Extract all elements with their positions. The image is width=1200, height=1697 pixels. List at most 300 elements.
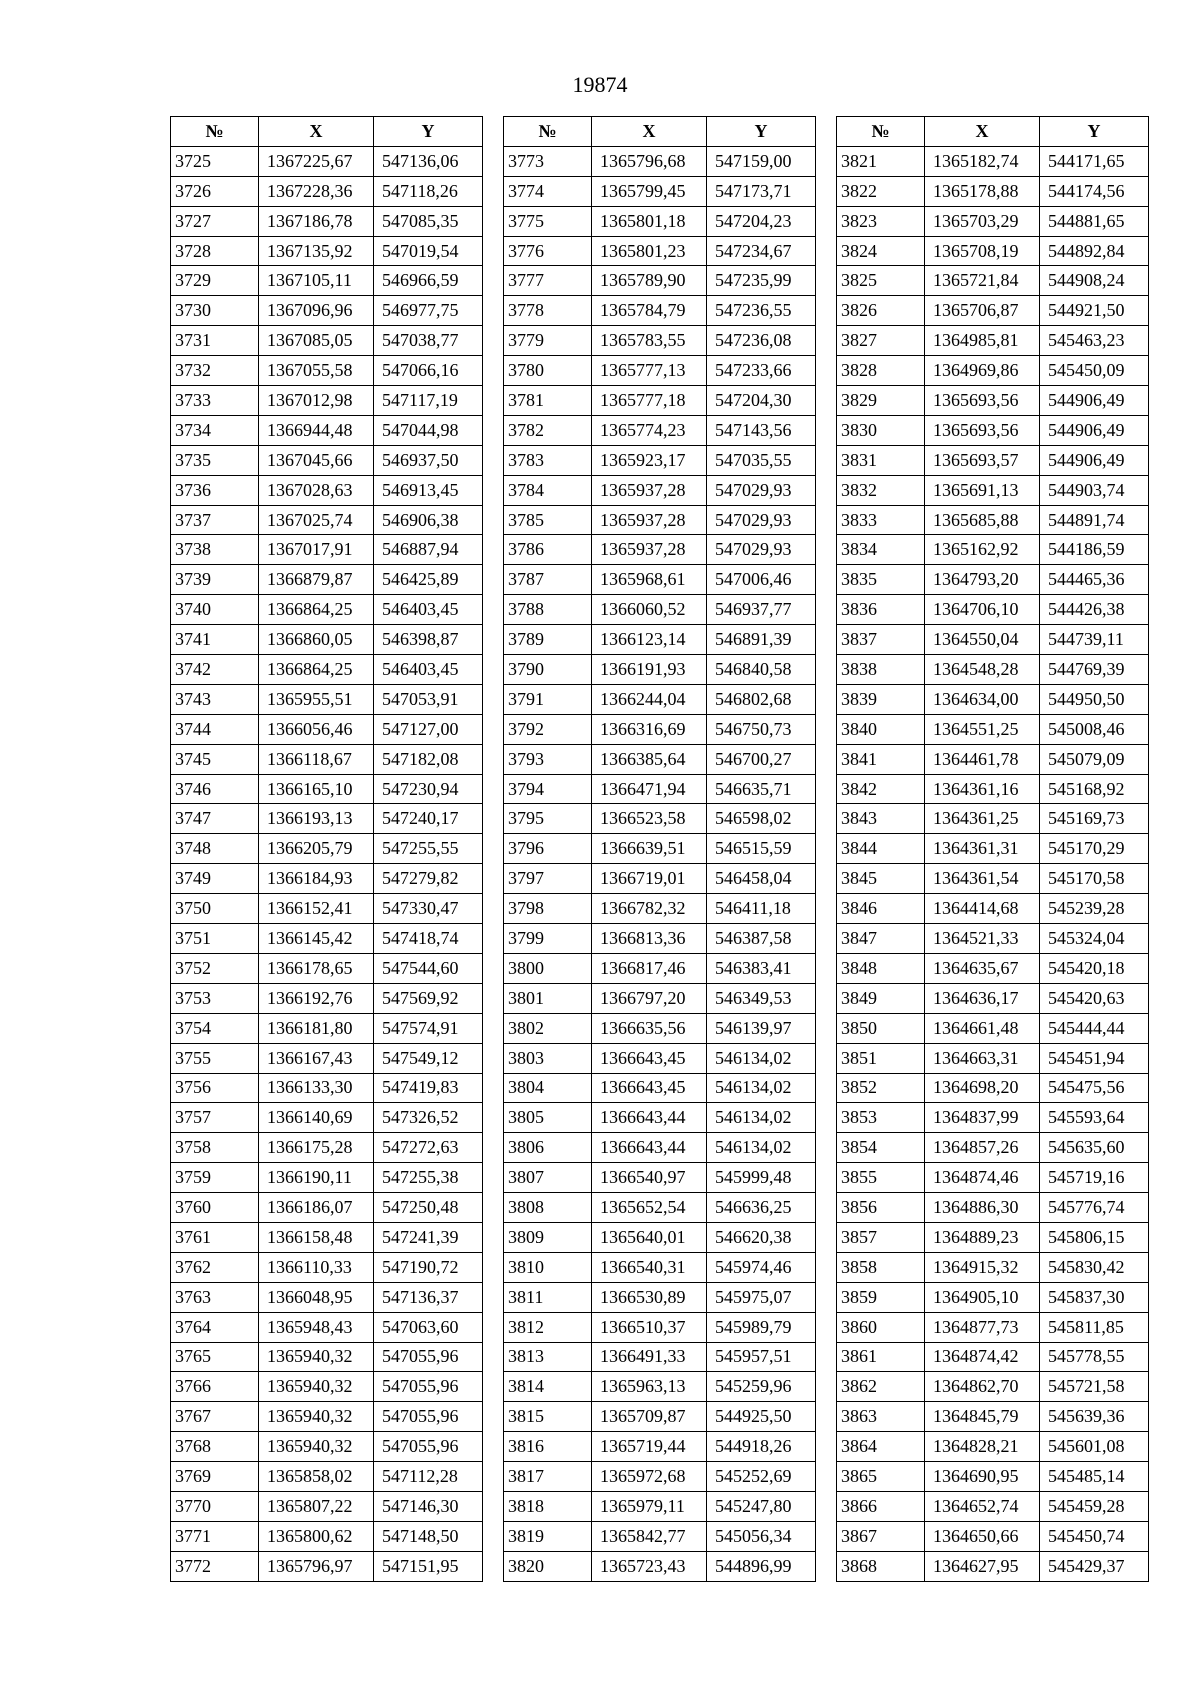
y-coordinate-cell: 547055,96 (374, 1432, 483, 1462)
point-number-cell: 3868 (837, 1551, 925, 1581)
table-row (171, 415, 483, 445)
x-coordinate-cell: 1365940,32 (259, 1402, 374, 1432)
table-row (171, 1103, 483, 1133)
table-row (504, 774, 816, 804)
point-number-cell: 3851 (837, 1043, 925, 1073)
table-row (171, 1521, 483, 1551)
table-row (171, 266, 483, 296)
page-number: 19874 (572, 72, 628, 97)
point-number-cell: 3747 (171, 804, 259, 834)
y-coordinate-cell: 547117,19 (374, 386, 483, 416)
point-number-cell: 3831 (837, 445, 925, 475)
table-row (504, 834, 816, 864)
point-number-cell: 3824 (837, 236, 925, 266)
point-number-cell: 3799 (504, 924, 592, 954)
column-header-x: X (925, 117, 1040, 147)
y-coordinate-cell: 547236,08 (707, 326, 816, 356)
point-number-cell: 3768 (171, 1432, 259, 1462)
point-number-cell: 3736 (171, 475, 259, 505)
point-number-cell: 3786 (504, 535, 592, 565)
x-coordinate-cell: 1367228,36 (259, 176, 374, 206)
table-row (171, 1013, 483, 1043)
x-coordinate-cell: 1366316,69 (592, 714, 707, 744)
x-coordinate-cell: 1365800,62 (259, 1521, 374, 1551)
point-number-cell: 3834 (837, 535, 925, 565)
y-coordinate-cell: 545974,46 (707, 1252, 816, 1282)
y-coordinate-cell: 545420,18 (1040, 953, 1149, 983)
table-row (504, 296, 816, 326)
y-coordinate-cell: 545989,79 (707, 1312, 816, 1342)
y-coordinate-cell: 544174,56 (1040, 176, 1149, 206)
y-coordinate-cell: 547279,82 (374, 864, 483, 894)
table-row (837, 1372, 1149, 1402)
x-coordinate-cell: 1367085,05 (259, 326, 374, 356)
point-number-cell: 3820 (504, 1551, 592, 1581)
x-coordinate-cell: 1365796,97 (259, 1551, 374, 1581)
y-coordinate-cell: 547544,60 (374, 953, 483, 983)
point-number-cell: 3794 (504, 774, 592, 804)
point-number-cell: 3826 (837, 296, 925, 326)
x-coordinate-cell: 1365968,61 (592, 565, 707, 595)
y-coordinate-cell: 546750,73 (707, 714, 816, 744)
point-number-cell: 3843 (837, 804, 925, 834)
point-number-cell: 3730 (171, 296, 259, 326)
x-coordinate-cell: 1364837,99 (925, 1103, 1040, 1133)
y-coordinate-cell: 545170,58 (1040, 864, 1149, 894)
x-coordinate-cell: 1366145,42 (259, 924, 374, 954)
table-row (504, 1462, 816, 1492)
y-coordinate-cell: 547236,55 (707, 296, 816, 326)
table-row (504, 625, 816, 655)
point-number-cell: 3727 (171, 206, 259, 236)
table-row (837, 1013, 1149, 1043)
point-number-cell: 3748 (171, 834, 259, 864)
x-coordinate-cell: 1366190,11 (259, 1163, 374, 1193)
point-number-cell: 3751 (171, 924, 259, 954)
point-number-cell: 3756 (171, 1073, 259, 1103)
point-number-cell: 3763 (171, 1282, 259, 1312)
table-row (837, 535, 1149, 565)
x-coordinate-cell: 1365842,77 (592, 1521, 707, 1551)
point-number-cell: 3734 (171, 415, 259, 445)
point-number-cell: 3857 (837, 1222, 925, 1252)
x-coordinate-cell: 1364706,10 (925, 595, 1040, 625)
y-coordinate-cell: 547419,83 (374, 1073, 483, 1103)
point-number-cell: 3812 (504, 1312, 592, 1342)
y-coordinate-cell: 546134,02 (707, 1103, 816, 1133)
table-row (171, 1073, 483, 1103)
point-number-cell: 3854 (837, 1133, 925, 1163)
table-row (171, 834, 483, 864)
x-coordinate-cell: 1365963,13 (592, 1372, 707, 1402)
x-coordinate-cell: 1366152,41 (259, 894, 374, 924)
point-number-cell: 3755 (171, 1043, 259, 1073)
y-coordinate-cell: 547255,55 (374, 834, 483, 864)
x-coordinate-cell: 1366817,46 (592, 953, 707, 983)
table-body (504, 146, 816, 1581)
point-number-cell: 3858 (837, 1252, 925, 1282)
x-coordinate-cell: 1365652,54 (592, 1193, 707, 1223)
y-coordinate-cell: 544769,39 (1040, 655, 1149, 685)
table-row (171, 684, 483, 714)
point-number-cell: 3775 (504, 206, 592, 236)
y-coordinate-cell: 545837,30 (1040, 1282, 1149, 1312)
y-coordinate-cell: 544465,36 (1040, 565, 1149, 595)
table-row (504, 1013, 816, 1043)
x-coordinate-cell: 1366639,51 (592, 834, 707, 864)
table-row (171, 445, 483, 475)
point-number-cell: 3752 (171, 953, 259, 983)
point-number-cell: 3791 (504, 684, 592, 714)
point-number-cell: 3735 (171, 445, 259, 475)
x-coordinate-cell: 1365703,29 (925, 206, 1040, 236)
point-number-cell: 3796 (504, 834, 592, 864)
y-coordinate-cell: 545170,29 (1040, 834, 1149, 864)
table-row (504, 1073, 816, 1103)
y-coordinate-cell: 547569,92 (374, 983, 483, 1013)
y-coordinate-cell: 547241,39 (374, 1222, 483, 1252)
table-row (837, 415, 1149, 445)
x-coordinate-cell: 1364969,86 (925, 356, 1040, 386)
x-coordinate-cell: 1364905,10 (925, 1282, 1040, 1312)
x-coordinate-cell: 1364874,42 (925, 1342, 1040, 1372)
point-number-cell: 3825 (837, 266, 925, 296)
y-coordinate-cell: 547173,71 (707, 176, 816, 206)
table-row (837, 1312, 1149, 1342)
point-number-cell: 3830 (837, 415, 925, 445)
table-row (504, 924, 816, 954)
x-coordinate-cell: 1365858,02 (259, 1462, 374, 1492)
y-coordinate-cell: 545957,51 (707, 1342, 816, 1372)
table-row (171, 953, 483, 983)
y-coordinate-cell: 545252,69 (707, 1462, 816, 1492)
x-coordinate-cell: 1364414,68 (925, 894, 1040, 924)
x-coordinate-cell: 1366048,95 (259, 1282, 374, 1312)
point-number-cell: 3867 (837, 1521, 925, 1551)
x-coordinate-cell: 1366133,30 (259, 1073, 374, 1103)
x-coordinate-cell: 1367025,74 (259, 505, 374, 535)
x-coordinate-cell: 1364877,73 (925, 1312, 1040, 1342)
point-number-cell: 3795 (504, 804, 592, 834)
table-row (171, 804, 483, 834)
table-row (171, 655, 483, 685)
table-row (171, 864, 483, 894)
x-coordinate-cell: 1365182,74 (925, 146, 1040, 176)
x-coordinate-cell: 1366060,52 (592, 595, 707, 625)
y-coordinate-cell: 545429,37 (1040, 1551, 1149, 1581)
y-coordinate-cell: 545475,56 (1040, 1073, 1149, 1103)
y-coordinate-cell: 545635,60 (1040, 1133, 1149, 1163)
table-row (837, 744, 1149, 774)
x-coordinate-cell: 1364650,66 (925, 1521, 1040, 1551)
x-coordinate-cell: 1364635,67 (925, 953, 1040, 983)
x-coordinate-cell: 1366244,04 (592, 684, 707, 714)
x-coordinate-cell: 1364661,48 (925, 1013, 1040, 1043)
table-row (837, 236, 1149, 266)
point-number-cell: 3792 (504, 714, 592, 744)
x-coordinate-cell: 1365784,79 (592, 296, 707, 326)
table-row (171, 595, 483, 625)
point-number-cell: 3842 (837, 774, 925, 804)
y-coordinate-cell: 547136,06 (374, 146, 483, 176)
y-coordinate-cell: 545079,09 (1040, 744, 1149, 774)
x-coordinate-cell: 1365789,90 (592, 266, 707, 296)
x-coordinate-cell: 1365955,51 (259, 684, 374, 714)
x-coordinate-cell: 1364634,00 (925, 684, 1040, 714)
table-row (171, 326, 483, 356)
x-coordinate-cell: 1365178,88 (925, 176, 1040, 206)
point-number-cell: 3856 (837, 1193, 925, 1223)
x-coordinate-cell: 1364793,20 (925, 565, 1040, 595)
point-number-cell: 3827 (837, 326, 925, 356)
point-number-cell: 3771 (171, 1521, 259, 1551)
table-row (504, 1491, 816, 1521)
table-row (504, 505, 816, 535)
point-number-cell: 3862 (837, 1372, 925, 1402)
table-row (837, 1103, 1149, 1133)
x-coordinate-cell: 1367012,98 (259, 386, 374, 416)
x-coordinate-cell: 1366110,33 (259, 1252, 374, 1282)
x-coordinate-cell: 1366123,14 (592, 625, 707, 655)
point-number-cell: 3750 (171, 894, 259, 924)
point-number-cell: 3749 (171, 864, 259, 894)
y-coordinate-cell: 544903,74 (1040, 475, 1149, 505)
table-row (837, 684, 1149, 714)
point-number-cell: 3783 (504, 445, 592, 475)
y-coordinate-cell: 546134,02 (707, 1073, 816, 1103)
y-coordinate-cell: 546403,45 (374, 655, 483, 685)
x-coordinate-cell: 1365719,44 (592, 1432, 707, 1462)
x-coordinate-cell: 1364627,95 (925, 1551, 1040, 1581)
point-number-cell: 3805 (504, 1103, 592, 1133)
y-coordinate-cell: 545999,48 (707, 1163, 816, 1193)
table-row (837, 1222, 1149, 1252)
x-coordinate-cell: 1366056,46 (259, 714, 374, 744)
x-coordinate-cell: 1365979,11 (592, 1491, 707, 1521)
table-row (837, 505, 1149, 535)
y-coordinate-cell: 546700,27 (707, 744, 816, 774)
y-coordinate-cell: 546620,38 (707, 1222, 816, 1252)
x-coordinate-cell: 1365807,22 (259, 1491, 374, 1521)
y-coordinate-cell: 546598,02 (707, 804, 816, 834)
y-coordinate-cell: 544906,49 (1040, 415, 1149, 445)
y-coordinate-cell: 546139,97 (707, 1013, 816, 1043)
table-row (837, 1043, 1149, 1073)
x-coordinate-cell: 1367028,63 (259, 475, 374, 505)
x-coordinate-cell: 1366510,37 (592, 1312, 707, 1342)
table-row (837, 864, 1149, 894)
x-coordinate-cell: 1364828,21 (925, 1432, 1040, 1462)
table-row (504, 1043, 816, 1073)
x-coordinate-cell: 1365693,56 (925, 415, 1040, 445)
table-row (504, 744, 816, 774)
table-row (171, 1372, 483, 1402)
table-row (504, 1432, 816, 1462)
point-number-cell: 3818 (504, 1491, 592, 1521)
point-number-cell: 3809 (504, 1222, 592, 1252)
y-coordinate-cell: 547029,93 (707, 475, 816, 505)
x-coordinate-cell: 1365940,32 (259, 1342, 374, 1372)
point-number-cell: 3844 (837, 834, 925, 864)
table-row (171, 714, 483, 744)
table-row (837, 1193, 1149, 1223)
y-coordinate-cell: 546937,50 (374, 445, 483, 475)
x-coordinate-cell: 1365693,56 (925, 386, 1040, 416)
table-header-row (504, 117, 816, 147)
table-row (504, 1372, 816, 1402)
table-row (504, 953, 816, 983)
table-row (504, 1521, 816, 1551)
point-number-cell: 3759 (171, 1163, 259, 1193)
x-coordinate-cell: 1366643,44 (592, 1133, 707, 1163)
point-number-cell: 3861 (837, 1342, 925, 1372)
point-number-cell: 3776 (504, 236, 592, 266)
x-coordinate-cell: 1366797,20 (592, 983, 707, 1013)
y-coordinate-cell: 545593,64 (1040, 1103, 1149, 1133)
point-number-cell: 3855 (837, 1163, 925, 1193)
table-row (171, 1282, 483, 1312)
table-row (837, 714, 1149, 744)
table-row (504, 535, 816, 565)
point-number-cell: 3745 (171, 744, 259, 774)
table-row (504, 864, 816, 894)
table-row (171, 1432, 483, 1462)
y-coordinate-cell: 547230,94 (374, 774, 483, 804)
table-row (504, 1342, 816, 1372)
y-coordinate-cell: 546977,75 (374, 296, 483, 326)
y-coordinate-cell: 545639,36 (1040, 1402, 1149, 1432)
point-number-cell: 3808 (504, 1193, 592, 1223)
x-coordinate-cell: 1364361,31 (925, 834, 1040, 864)
x-coordinate-cell: 1366540,97 (592, 1163, 707, 1193)
point-number-cell: 3866 (837, 1491, 925, 1521)
point-number-cell: 3797 (504, 864, 592, 894)
x-coordinate-cell: 1367045,66 (259, 445, 374, 475)
y-coordinate-cell: 544186,59 (1040, 535, 1149, 565)
x-coordinate-cell: 1365937,28 (592, 505, 707, 535)
y-coordinate-cell: 544906,49 (1040, 386, 1149, 416)
table-row (837, 1432, 1149, 1462)
point-number-cell: 3864 (837, 1432, 925, 1462)
x-coordinate-cell: 1364874,46 (925, 1163, 1040, 1193)
y-coordinate-cell: 544925,50 (707, 1402, 816, 1432)
x-coordinate-cell: 1366178,65 (259, 953, 374, 983)
y-coordinate-cell: 545806,15 (1040, 1222, 1149, 1252)
y-coordinate-cell: 547255,38 (374, 1163, 483, 1193)
y-coordinate-cell: 547272,63 (374, 1133, 483, 1163)
table-row (504, 595, 816, 625)
table-row (504, 1312, 816, 1342)
y-coordinate-cell: 545247,80 (707, 1491, 816, 1521)
point-number-cell: 3837 (837, 625, 925, 655)
point-number-cell: 3860 (837, 1312, 925, 1342)
point-number-cell: 3848 (837, 953, 925, 983)
coordinates-table-1 (170, 116, 483, 1582)
table-row (171, 1133, 483, 1163)
x-coordinate-cell: 1364663,31 (925, 1043, 1040, 1073)
column-header-number: № (837, 117, 925, 147)
x-coordinate-cell: 1366864,25 (259, 655, 374, 685)
y-coordinate-cell: 544950,50 (1040, 684, 1149, 714)
x-coordinate-cell: 1364862,70 (925, 1372, 1040, 1402)
x-coordinate-cell: 1366523,58 (592, 804, 707, 834)
point-number-cell: 3778 (504, 296, 592, 326)
y-coordinate-cell: 545451,94 (1040, 1043, 1149, 1073)
point-number-cell: 3743 (171, 684, 259, 714)
x-coordinate-cell: 1366944,48 (259, 415, 374, 445)
table-row (504, 1163, 816, 1193)
y-coordinate-cell: 546515,59 (707, 834, 816, 864)
table-row (171, 924, 483, 954)
point-number-cell: 3850 (837, 1013, 925, 1043)
y-coordinate-cell: 547118,26 (374, 176, 483, 206)
point-number-cell: 3800 (504, 953, 592, 983)
x-coordinate-cell: 1366205,79 (259, 834, 374, 864)
y-coordinate-cell: 546458,04 (707, 864, 816, 894)
x-coordinate-cell: 1366385,64 (592, 744, 707, 774)
table-row (837, 356, 1149, 386)
point-number-cell: 3819 (504, 1521, 592, 1551)
table-body (837, 146, 1149, 1581)
x-coordinate-cell: 1364636,17 (925, 983, 1040, 1013)
y-coordinate-cell: 546906,38 (374, 505, 483, 535)
y-coordinate-cell: 547053,91 (374, 684, 483, 714)
table-row (837, 655, 1149, 685)
y-coordinate-cell: 544906,49 (1040, 445, 1149, 475)
table-row (837, 206, 1149, 236)
y-coordinate-cell: 547136,37 (374, 1282, 483, 1312)
x-coordinate-cell: 1366158,48 (259, 1222, 374, 1252)
y-coordinate-cell: 547159,00 (707, 146, 816, 176)
point-number-cell: 3845 (837, 864, 925, 894)
point-number-cell: 3753 (171, 983, 259, 1013)
table-row (504, 565, 816, 595)
x-coordinate-cell: 1365948,43 (259, 1312, 374, 1342)
y-coordinate-cell: 544171,65 (1040, 146, 1149, 176)
point-number-cell: 3835 (837, 565, 925, 595)
table-row (504, 983, 816, 1013)
x-coordinate-cell: 1365721,84 (925, 266, 1040, 296)
y-coordinate-cell: 545324,04 (1040, 924, 1149, 954)
x-coordinate-cell: 1364889,23 (925, 1222, 1040, 1252)
table-row (504, 655, 816, 685)
point-number-cell: 3838 (837, 655, 925, 685)
table-row (171, 1222, 483, 1252)
y-coordinate-cell: 546802,68 (707, 684, 816, 714)
y-coordinate-cell: 545168,92 (1040, 774, 1149, 804)
y-coordinate-cell: 546425,89 (374, 565, 483, 595)
y-coordinate-cell: 547038,77 (374, 326, 483, 356)
point-number-cell: 3836 (837, 595, 925, 625)
table-row (504, 236, 816, 266)
x-coordinate-cell: 1366540,31 (592, 1252, 707, 1282)
y-coordinate-cell: 545776,74 (1040, 1193, 1149, 1223)
column-header-y: Y (707, 117, 816, 147)
x-coordinate-cell: 1365937,28 (592, 535, 707, 565)
table-row (837, 1462, 1149, 1492)
point-number-cell: 3803 (504, 1043, 592, 1073)
table-row (504, 386, 816, 416)
table-body (171, 146, 483, 1581)
point-number-cell: 3779 (504, 326, 592, 356)
x-coordinate-cell: 1367105,11 (259, 266, 374, 296)
table-row (171, 565, 483, 595)
point-number-cell: 3823 (837, 206, 925, 236)
point-number-cell: 3765 (171, 1342, 259, 1372)
y-coordinate-cell: 546134,02 (707, 1043, 816, 1073)
table-row (171, 505, 483, 535)
point-number-cell: 3744 (171, 714, 259, 744)
